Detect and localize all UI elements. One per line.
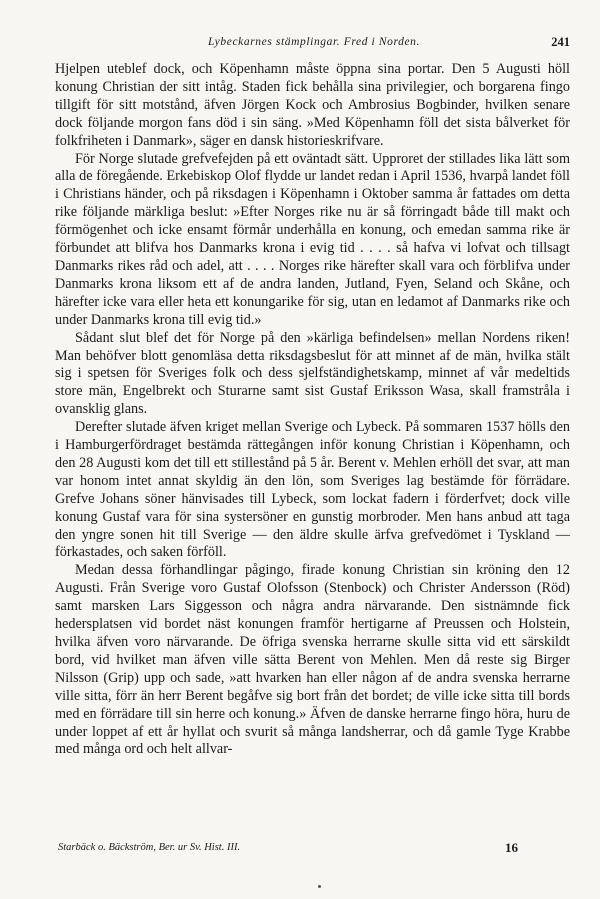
- paragraph-2: För Norge slutade grefvefejden på ett oväntadt sätt. Upproret der stillades lika lätt som alla de föregående. Erkebiskop Olof flydde ur landet redan i April 1536, hvarpå landet föll i Christians händer, och på riksdagen i Köpenhamn i Oktober samma år fattades om detta rike följande märkliga beslut: »Efter Norges rike nu är så förringadt både till makt och förmögenhet och icke ensamt förmår underhålla en konung, och emedan samma rike är förbundet att blifva hos Danmarks krona i evig tid . . . . så hafva vi lofvat och tillsagt Danmarks rikes råd och adel, att . . . . Norges rike härefter skall vara och förblifva under Danmarks krona liksom ett af de andra landen, Jutland, Fyen, Seland och Skåne, och härefter icke vara eller heta ett konungarike för sig, utan en ledamot af Danmarks rike och under Danmarks krona till evig tid.»: [55, 150, 570, 328]
- print-speck: [318, 885, 321, 888]
- page-number: 241: [551, 35, 570, 49]
- running-head: Lybeckarnes stämplingar. Fred i Norden.: [208, 36, 420, 48]
- page-footer: [58, 842, 570, 860]
- paragraph-5: Medan dessa förhandlingar pågingo, firade konung Christian sin kröning den 12 Augusti. Från Sverige voro Gustaf Olofsson (Stenbock) och Christer Andersson (Röd) samt marsken Lars Siggesson och några andra närvarande. Den sistnämnde fick hedersplatsen vid bordet näst konungen framför hertigarne af Preussen och Holstein, hvilka äfven voro närvarande. De öfriga svenska herrarne skulle sitta vid ett särskildt bord, vid hvilket man äfven ville sätta Berent von Mehlen. Men då reste sig Birger Nilsson (Grip) upp och sade, »att hvarken han eller någon af de andra svenska herrarne ville sitta, förr än herr Berent begåfve sig bort från det bordet; de ville icke sitta till bords med en förrädare till sin herre och konung.» Äfven de danske herrarne fingo höra, huru de under loppet af ett år hyllat och svurit så många landsherrar, och då gamle Tyge Krabbe med många ord och helt allvar-: [55, 562, 570, 758]
- signature-mark: 16: [505, 840, 518, 855]
- paragraph-1: Hjelpen uteblef dock, och Köpenhamn måste öppna sina portar. Den 5 Augusti höll konung Christian der sitt intåg. Staden fick behålla sina privilegier, och borgarena fingo tillgift för sitt motstånd, äfven Jörgen Kock och Ambrosius Bogbinder, hvilken senare dock följande morgon fans död i sin säng. »Med Köpenhamn föll det sista bålverket för folkfriheten i Danmark», säger en dansk historieskrifvare.: [55, 61, 570, 149]
- page-header: [58, 36, 570, 56]
- body-text: [55, 61, 570, 759]
- footer-reference: Starbäck o. Bäckström, Ber. ur Sv. Hist. III.: [58, 842, 241, 853]
- paragraph-3: Sådant slut blef det för Norge på den »kärliga befindelsen» mellan Nordens riken! Man behöfver blott genomläsa detta riksdagsbeslut för att minnet af de män, hvilka stält sig i spetsen för Sveriges folk och dess sjelfständighetskamp, minnet af vår medeltids store män, Engelbrekt och Sturarne samt sist Gustaf Eriksson Wasa, skall framstråla i ovansklig glans.: [55, 329, 570, 418]
- paragraph-4: Derefter slutade äfven kriget mellan Sverige och Lybeck. På sommaren 1537 hölls den i Hamburgerfördraget bestämda rättegången inför konung Christian i Köpenhamn, och den 28 Augusti kom det till ett stillestånd på 5 år. Berent v. Mehlen erhöll det svar, att man var honom intet annat skyldig än den lön, som Sveriges lag bestämde för förrädare. Grefve Johans söner hänvisades till Lybeck, som lockat fadern i förderfvet; dock ville konung Gustaf vara för sina systersöner en gunstig morbroder. Men hans anbud att taga den yngre sonen hit till Sverige — den äldre skulle ärfva grefvedömet i Tyskland — förkastades, och saken förföll.: [55, 419, 570, 561]
